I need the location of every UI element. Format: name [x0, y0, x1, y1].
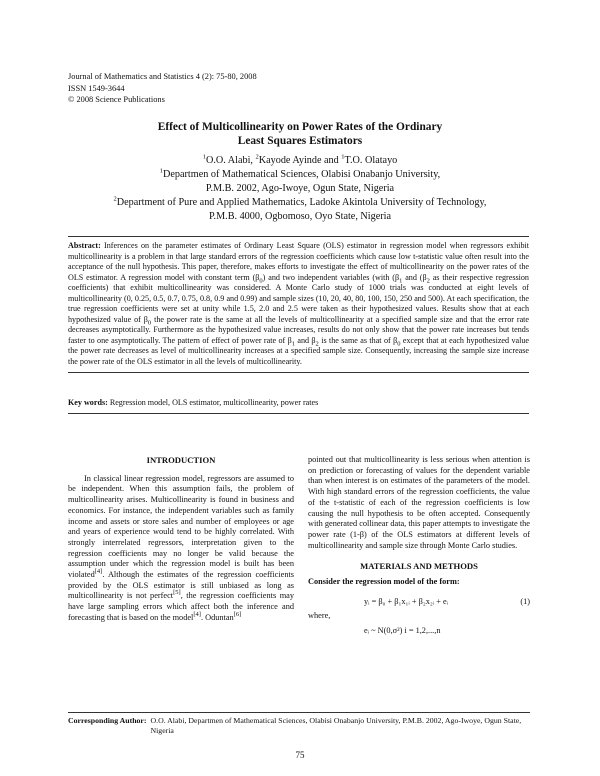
journal-copyright: © 2008 Science Publications — [68, 95, 165, 104]
abstract-text: Inferences on the parameter estimates of Ordinary Least Square (OLS) estimator in regression model when regressors exhibit multicollinearity is a problem in that large standard errors of the regression coefficients which cause low t-statistic value often result into the acceptance of the null hypothesis. This paper, therefore, makes efforts to investigate the effect of multicollinearity on the power rates of the OLS estimator. A regression model with constant term (β — [68, 241, 529, 282]
citation-ref: [4] — [94, 568, 103, 576]
page-number: 75 — [295, 750, 305, 760]
abstract-text: the power rate is the same at all the levels of multicollinearity at a specified sample size and that the error rate decreases asymptotically. Furthermore as the hypothesized value increases, results do not only show that the power rate increases but tends faster to one asymptotically. The pattern of effect of power rate of β — [68, 314, 529, 345]
intro-text: In classical linear regression model, regressors are assumed to be independent. When this assumption fails, the problem of multicollinearity arises. Multicollinearity is found in business and economics. For instance, the independent variables such as family income and assets or store sales and number of employees or age and years of experience would tend to be highly correlated. With strongly interrelated regressors, interpretation given to the regression coefficients may no longer be valid because the assumption under which the regression model is built has been violated — [68, 473, 294, 580]
right-column-paragraph: pointed out that multicollinearity is less serious when attention is on prediction or forecasting of values for the dependent variable than when interest is on estimates of the parameters of the model. With high standard errors of the regression coefficients, the value of the t-statistic of each of the regression coefficients is low causing the null hypothesis to be often accepted. Consequently with generated collinear data, this paper attempts to investigate the power rate (1-β) of the OLS estimators at different levels of multicollinearity and sample size through Monte Carlo studies. — [308, 455, 530, 550]
equation-2: eᵢ ~ N(0,σ²) i = 1,2,...,n — [364, 626, 441, 636]
subscript: 2 — [315, 340, 319, 348]
paper-title-line1: Effect of Multicollinearity on Power Rates of the Ordinary — [157, 121, 443, 133]
affiliation-line: Department of Pure and Applied Mathematics, Ladoke Akintola University of Technology, — [116, 197, 487, 208]
intro-paragraph — [68, 474, 294, 624]
subscript: 2 — [426, 277, 430, 285]
author-list — [0, 154, 600, 168]
affiliation-1 — [0, 168, 600, 196]
author-name: T.O. Olatayo — [344, 155, 398, 166]
keywords-label: Key words: — [68, 398, 108, 407]
corresponding-author-label: Corresponding Author: — [68, 716, 147, 725]
journal-issn: ISSN 1549-3644 — [68, 83, 125, 93]
model-subheading: Consider the regression model of the form: — [308, 577, 460, 587]
equation-1-number: (1) — [520, 596, 530, 606]
abstract-text: and β — [294, 335, 316, 345]
column-right — [308, 455, 530, 637]
journal-header — [68, 71, 257, 106]
affiliation-line: Departmen of Mathematical Sciences, Olabisi Onabanjo University, — [163, 169, 441, 180]
subscript: 0 — [147, 319, 152, 327]
abstract-text: as their respective regression coefficients) that exhibit multicollinearity was considered. A Monte Carlo study of 1000 trials was conducted at eight levels of multicollinearity (0, 0.25, 0.5, 0.7, 0.75, 0.8, 0.9 and 0.99) and sample sizes (10, 20, 40, 80, 100, 150, 250 and 500). At each specification, the true regression coefficients were set at unity while 1.5, 2.0 and 2.5 were taken as their hypothesized values. Results show that at each hypothesized value of β — [68, 272, 529, 324]
abstract-text: ) and two independent variables (with (β — [262, 272, 400, 282]
section-heading-methods: MATERIALS AND METHODS — [360, 561, 478, 572]
author-name: Kayode Ayinde and — [258, 155, 342, 166]
abstract-text: is the same as that of β — [318, 335, 398, 345]
subscript: 1 — [291, 340, 295, 348]
where-text: where, — [308, 611, 331, 621]
citation-ref: [6] — [233, 611, 242, 619]
author-name: O.O. Alabi, — [205, 155, 256, 166]
paper-title — [0, 120, 600, 148]
abstract — [68, 236, 529, 373]
affiliation-2 — [0, 196, 600, 224]
abstract-text: and (β — [402, 272, 427, 282]
equation-1 — [308, 597, 530, 608]
affiliation-mark: 2 — [113, 195, 117, 203]
citation-ref: [5] — [173, 589, 181, 597]
intro-text: , the regression coefficients may have large sampling errors which affect both the inference and forecasting that is based on the model — [68, 591, 294, 622]
abstract-text: except that at each hypothesized value the power rate decreases as level of multicollinearity increases at a specified sample size. Consequently, increasing the sample size increase the power rate of the OLS estimator in all the levels of multicollinearity. — [68, 335, 529, 366]
section-heading-introduction: INTRODUCTION — [146, 455, 216, 465]
author-mark: 1 — [341, 153, 345, 161]
author-mark: 1 — [202, 153, 206, 161]
affiliation-mark: 1 — [159, 167, 164, 175]
affiliation-line: P.M.B. 4000, Ogbomoso, Oyo State, Nigeria — [209, 211, 391, 222]
affiliation-line: P.M.B. 2002, Ago-Iwoye, Ogun State, Nigeria — [205, 183, 395, 194]
paper-title-line2: Least Squares Estimators — [237, 135, 363, 147]
column-left — [68, 455, 294, 624]
keywords — [68, 398, 529, 414]
equation-1-body: yᵢ = β₀ + β₁x₁ᵢ + β₂x₂ᵢ + eᵢ — [364, 596, 448, 606]
subscript: 1 — [399, 277, 403, 285]
corresponding-author — [68, 712, 530, 737]
keywords-text: Regression model, OLS estimator, multicollinearity, power rates — [107, 398, 319, 407]
citation-ref: [4] — [193, 611, 201, 619]
author-mark: 2 — [255, 153, 259, 161]
subscript: 0 — [397, 340, 401, 348]
corresponding-author-text: O.O. Alabi, Departmen of Mathematical Sciences, Olabisi Onabanjo University, P.M.B. 2002, Ago-Iwoye, Ogun State, Nigeria — [150, 716, 522, 736]
intro-text: . Oduntan — [200, 612, 234, 622]
subscript: 0 — [259, 277, 263, 285]
abstract-label: Abstract: — [68, 241, 101, 250]
journal-citation: Journal of Mathematics and Statistics 4 (2): 75-80, 2008 — [68, 72, 257, 81]
intro-text: . Although the estimates of the regression coefficients provided by the OLS estimator is still unbiased as long as multicollinearity is not perfect — [68, 570, 294, 601]
